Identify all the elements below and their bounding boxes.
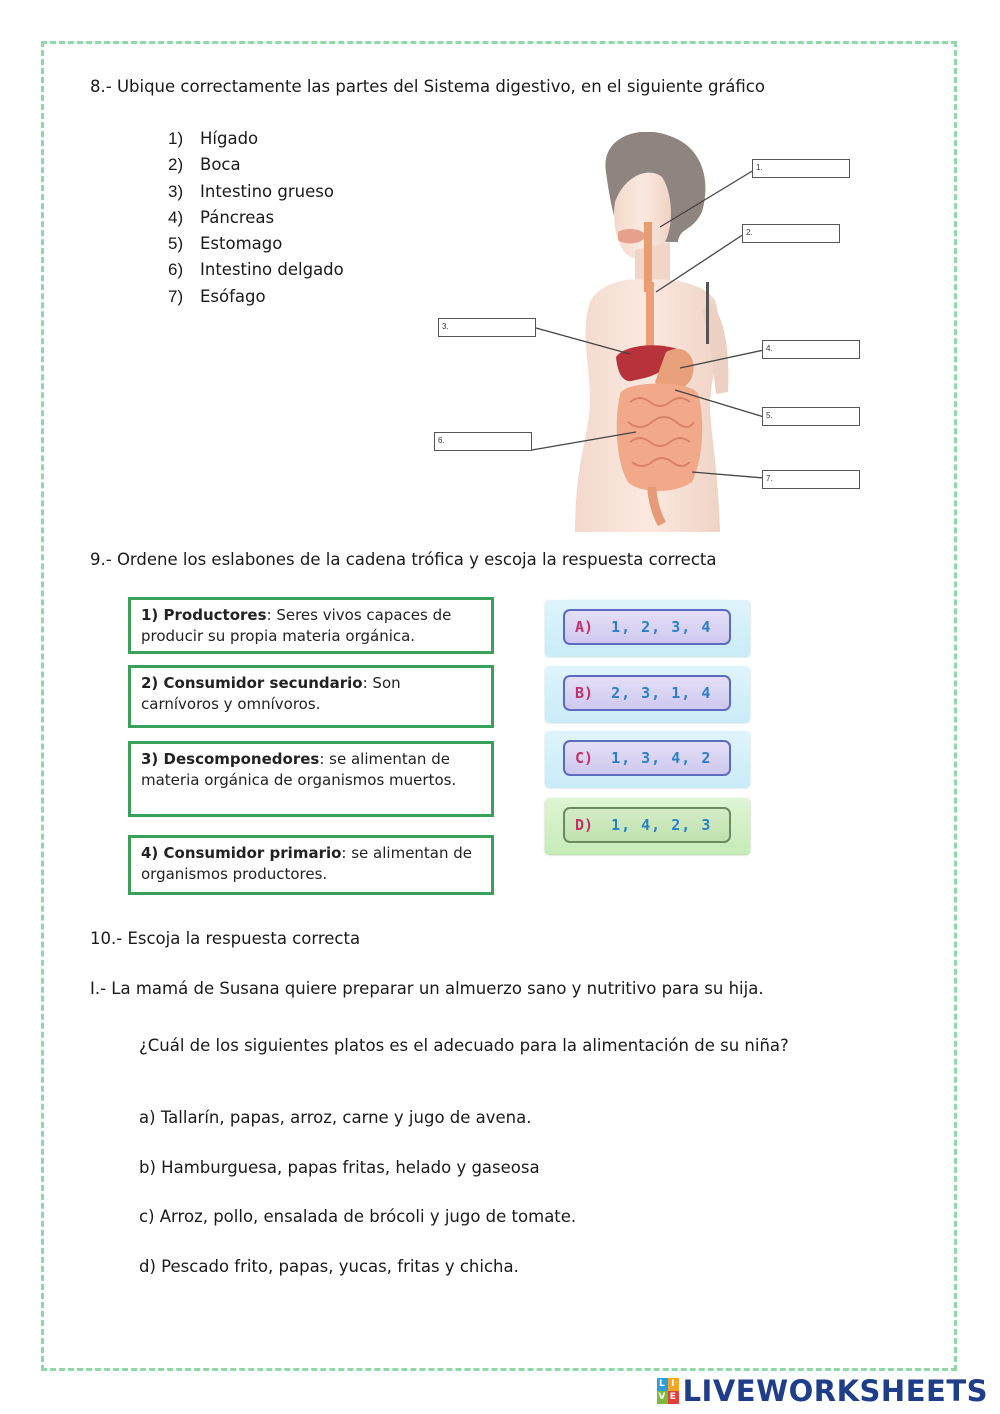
question-9-title: 9.- Ordene los eslabones de la cadena trófica y escoja la respuesta correcta bbox=[90, 550, 717, 569]
answer-option-a[interactable] bbox=[139, 1108, 532, 1127]
question-10-prompt: ¿Cuál de los siguientes platos es el adecuado para la alimentación de su niña? bbox=[139, 1036, 789, 1055]
link-body: : Son carnívoros y omnívoros. bbox=[141, 674, 401, 713]
digestive-parts-list bbox=[168, 126, 344, 310]
answer-letter: c) bbox=[139, 1207, 155, 1226]
item-label: Páncreas bbox=[200, 207, 275, 227]
option-c-button[interactable] bbox=[545, 731, 750, 787]
link-body: : se alimentan de organismos productores. bbox=[141, 844, 473, 883]
item-label: Intestino grueso bbox=[200, 181, 334, 201]
item-number: 4) bbox=[168, 207, 184, 227]
link-head: 2) Consumidor secundario bbox=[141, 674, 363, 692]
link-body: : Seres vivos capaces de producir su propia materia orgánica. bbox=[141, 606, 452, 645]
answer-option-b[interactable] bbox=[139, 1158, 540, 1177]
option-sequence: 1, 2, 3, 4 bbox=[611, 618, 712, 636]
answer-option-c[interactable] bbox=[139, 1207, 576, 1226]
item-label: Boca bbox=[200, 155, 241, 175]
diagram-label-box-5[interactable]: 5. bbox=[762, 407, 860, 426]
logo-letter: L bbox=[657, 1378, 668, 1391]
option-sequence: 1, 3, 4, 2 bbox=[611, 749, 712, 767]
list-item bbox=[168, 179, 344, 205]
option-b-label bbox=[563, 675, 731, 711]
option-letter: C) bbox=[575, 749, 594, 767]
link-head: 3) Descomponedores bbox=[141, 750, 320, 768]
option-c-label bbox=[563, 740, 731, 776]
option-d-button[interactable] bbox=[545, 798, 750, 854]
answer-option-d[interactable] bbox=[139, 1257, 519, 1276]
logo-letter: I bbox=[668, 1378, 679, 1391]
answer-letter: a) bbox=[139, 1108, 156, 1127]
option-a-button[interactable] bbox=[545, 600, 750, 656]
list-item bbox=[168, 257, 344, 283]
food-chain-link-4 bbox=[128, 835, 494, 895]
question-10-title: 10.- Escoja la respuesta correcta bbox=[90, 929, 361, 948]
item-label: Estomago bbox=[200, 234, 283, 254]
item-number: 6) bbox=[168, 260, 184, 280]
list-item bbox=[168, 231, 344, 257]
option-a-label bbox=[563, 609, 731, 645]
link-head: 1) Productores bbox=[141, 606, 267, 624]
option-sequence: 2, 3, 1, 4 bbox=[611, 684, 712, 702]
option-sequence: 1, 4, 2, 3 bbox=[611, 816, 712, 834]
diagram-label-box-1[interactable]: 1. bbox=[752, 159, 850, 178]
diagram-label-box-3[interactable]: 3. bbox=[438, 318, 536, 337]
option-b-button[interactable] bbox=[545, 666, 750, 722]
question-10-statement: I.- La mamá de Susana quiere preparar un almuerzo sano y nutritivo para su hija. bbox=[90, 979, 764, 998]
answer-text: Tallarín, papas, arroz, carne y jugo de avena. bbox=[160, 1108, 532, 1127]
link-body: : se alimentan de materia orgánica de organismos muertos. bbox=[141, 750, 457, 789]
digestive-system-diagram bbox=[430, 132, 870, 532]
item-number: 1) bbox=[168, 129, 184, 148]
list-item bbox=[168, 152, 344, 178]
diagram-label-box-2[interactable]: 2. bbox=[742, 224, 840, 243]
item-number: 2) bbox=[168, 155, 184, 175]
liveworksheets-logo bbox=[657, 1374, 988, 1408]
diagram-label-box-4[interactable]: 4. bbox=[762, 340, 860, 359]
answer-text: Arroz, pollo, ensalada de brócoli y jugo de tomate. bbox=[159, 1207, 577, 1226]
liveworksheets-logo-icon bbox=[657, 1378, 679, 1404]
logo-letter: V bbox=[658, 1392, 666, 1402]
diagram-label-box-6[interactable]: 6. bbox=[434, 432, 532, 451]
option-letter: B) bbox=[575, 684, 594, 702]
item-label: Hígado bbox=[200, 129, 259, 148]
answer-letter: b) bbox=[139, 1158, 156, 1177]
item-label: Esófago bbox=[200, 286, 266, 306]
option-d-label bbox=[563, 807, 731, 843]
list-item bbox=[168, 205, 344, 231]
liveworksheets-brand-text: LIVEWORKSHEETS bbox=[682, 1374, 988, 1408]
list-item bbox=[168, 126, 344, 152]
item-number: 5) bbox=[168, 234, 184, 254]
answer-text: Hamburguesa, papas fritas, helado y gaseosa bbox=[161, 1158, 540, 1177]
option-letter: A) bbox=[575, 618, 594, 636]
item-number: 7) bbox=[168, 286, 184, 306]
logo-letter: E bbox=[668, 1391, 679, 1404]
answer-text: Pescado frito, papas, yucas, fritas y chicha. bbox=[161, 1257, 519, 1276]
food-chain-link-1 bbox=[128, 597, 494, 654]
diagram-label-box-7[interactable]: 7. bbox=[762, 470, 860, 489]
link-head: 4) Consumidor primario bbox=[141, 844, 342, 862]
answer-letter: d) bbox=[139, 1257, 156, 1276]
list-item bbox=[168, 284, 344, 310]
food-chain-link-3 bbox=[128, 741, 494, 817]
item-number: 3) bbox=[168, 181, 184, 201]
item-label: Intestino delgado bbox=[200, 260, 344, 280]
option-letter: D) bbox=[575, 816, 594, 834]
question-8-title: 8.- Ubique correctamente las partes del Sistema digestivo, en el siguiente gráfico bbox=[90, 77, 765, 96]
food-chain-link-2 bbox=[128, 665, 494, 728]
